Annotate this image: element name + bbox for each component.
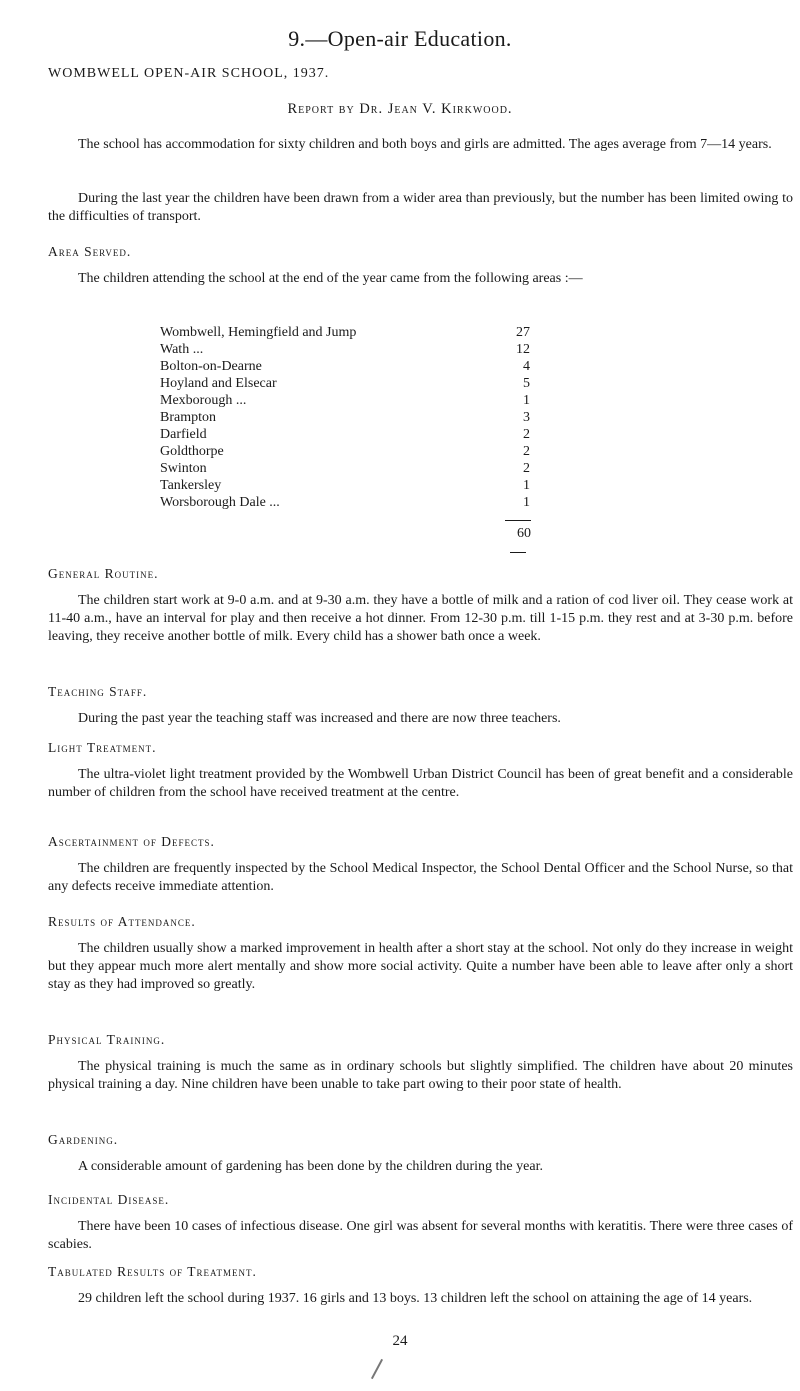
area-row [160, 392, 530, 409]
gardening-text: A considerable amount of gardening has been done by the children during the year. [78, 1159, 543, 1174]
area-row [160, 443, 530, 460]
area-name: Swinton [160, 461, 207, 476]
area-name: Bolton-on-Dearne [160, 359, 262, 374]
area-count: 1 [523, 393, 530, 408]
defects-text: The children are frequently inspected by the School Medical Inspector, the School Dental Officer and the School Nurse, so that any defects receive immediate attention. [48, 861, 793, 894]
tabulated-results-text: 29 children left the school during 1937. 16 girls and 13 boys. 13 children left the school on attaining the age of 14 years. [78, 1291, 753, 1306]
area-name: Tankersley [160, 478, 222, 493]
area-count: 27 [516, 325, 530, 340]
area-count: 2 [523, 427, 530, 442]
area-total: 60 [517, 526, 531, 541]
area-name: Hoyland and Elsecar [160, 376, 277, 391]
tabulated-results-heading: Tabulated Results of Treatment. [48, 1264, 257, 1279]
area-count: 5 [523, 376, 530, 391]
area-table [160, 324, 530, 511]
area-row [160, 341, 530, 358]
light-treatment-heading: Light Treatment. [48, 740, 157, 755]
area-row [160, 358, 530, 375]
section-title: 9.—Open-air Education. [288, 26, 512, 51]
area-row [160, 477, 530, 494]
year-paragraph: During the last year the children have been drawn from a wider area than previously, but the number has been limited owing to the difficulties of transport. [48, 191, 793, 224]
area-name: Mexborough ... [160, 393, 247, 408]
light-treatment-text: The ultra-violet light treatment provided by the Wombwell Urban District Council has been of great benefit and a considerable number of children from the school have received treatment at the centre. [48, 767, 793, 800]
area-row [160, 460, 530, 477]
defects-heading: Ascertainment of Defects. [48, 834, 215, 849]
area-row [160, 409, 530, 426]
general-routine-text: The children start work at 9-0 a.m. and at 9-30 a.m. they have a bottle of milk and a ration of cod liver oil. They cease work at 11-40 a.m., have an interval for play and then receive a hot dinner. From 12-30 p.m. till 1-15 p.m. they rest and at 3-30 p.m. before leaving, they receive another bottle of milk. Every child has a shower bath once a week. [48, 593, 793, 644]
attendance-heading: Results of Attendance. [48, 914, 196, 929]
school-heading: WOMBWELL OPEN-AIR SCHOOL, 1937. [48, 66, 330, 81]
pencil-mark [371, 1359, 383, 1379]
total-dash [510, 552, 526, 553]
area-count: 4 [523, 359, 530, 374]
intro-paragraph: The school has accommodation for sixty children and both boys and girls are admitted. The ages average from 7—14 years. [78, 137, 772, 152]
report-byline: Report by Dr. Jean V. Kirkwood. [287, 101, 513, 117]
area-row [160, 494, 530, 511]
area-name: Wombwell, Hemingfield and Jump [160, 325, 357, 340]
attendance-text: The children usually show a marked improvement in health after a short stay at the school. Not only do they increase in weight but they appear much more alert mentally and show more social activity. Quite a number have been able to leave after only a short stay as they had improved so greatly. [48, 941, 793, 992]
area-row [160, 324, 530, 341]
physical-training-heading: Physical Training. [48, 1032, 166, 1047]
incidental-disease-text: There have been 10 cases of infectious disease. One girl was absent for several months with keratitis. There were three cases of scabies. [48, 1219, 793, 1252]
general-routine-heading: General Routine. [48, 566, 159, 581]
area-count: 1 [523, 478, 530, 493]
gardening-heading: Gardening. [48, 1132, 119, 1147]
total-rule [505, 520, 531, 521]
area-name: Goldthorpe [160, 444, 224, 459]
area-count: 3 [523, 410, 530, 425]
area-count: 12 [516, 342, 530, 357]
incidental-disease-heading: Incidental Disease. [48, 1192, 170, 1207]
area-name: Wath ... [160, 342, 204, 357]
area-name: Darfield [160, 427, 207, 442]
physical-training-text: The physical training is much the same as in ordinary schools but slightly simplified. The children have about 20 minutes physical training a day. Nine children have been unable to take part owing to their poor state of health. [48, 1059, 793, 1092]
area-name: Worsborough Dale ... [160, 495, 280, 510]
area-served-text: The children attending the school at the end of the year came from the following areas :— [78, 271, 583, 286]
area-count: 2 [523, 461, 530, 476]
area-served-heading: Area Served. [48, 244, 132, 259]
area-name: Brampton [160, 410, 216, 425]
area-row [160, 375, 530, 392]
teaching-staff-text: During the past year the teaching staff was increased and there are now three teachers. [78, 711, 561, 726]
area-count: 2 [523, 444, 530, 459]
area-row [160, 426, 530, 443]
area-count: 1 [523, 495, 530, 510]
teaching-staff-heading: Teaching Staff. [48, 684, 148, 699]
page-number: 24 [392, 1333, 408, 1349]
